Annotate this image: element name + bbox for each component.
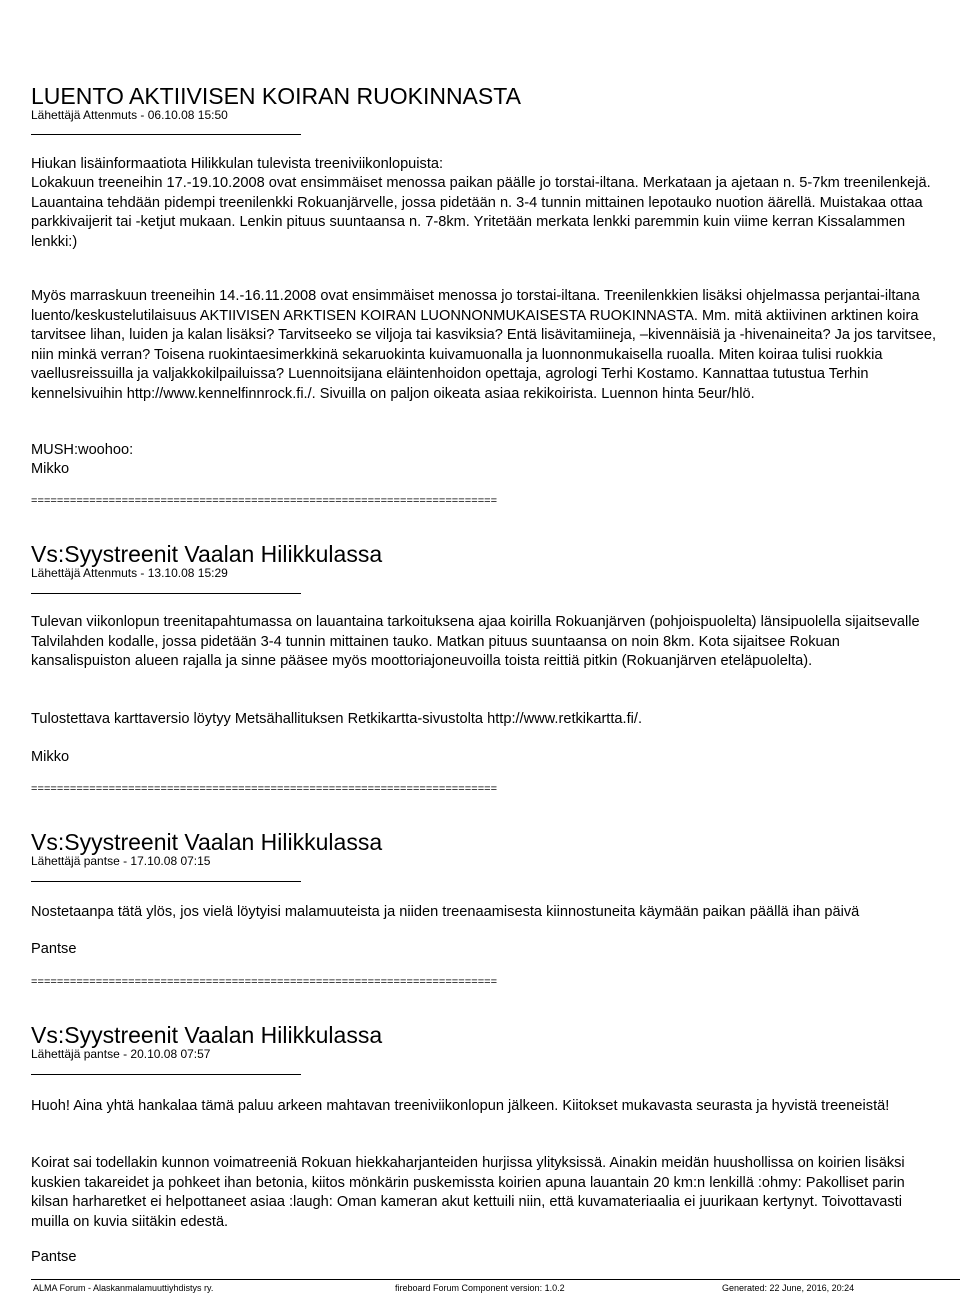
post-signature: Pantse xyxy=(31,941,77,957)
post-title: Vs:Syystreenit Vaalan Hilikkulassa xyxy=(31,541,383,567)
post-separator: ======================================================================== xyxy=(31,783,498,795)
post-rule xyxy=(31,593,301,594)
post-rule xyxy=(31,134,301,135)
post-meta: Lähettäjä Attenmuts - 06.10.08 15:50 xyxy=(31,108,228,122)
post-rule xyxy=(31,881,301,882)
post-paragraph: Tulostettava karttaversio löytyy Metsähallituksen Retkikartta-sivustolta http://www.retkikartta.fi/. xyxy=(31,711,642,727)
post-signature: Pantse xyxy=(31,1249,77,1265)
post-separator: ======================================================================== xyxy=(31,495,498,507)
post-paragraph: Nostetaanpa tätä ylös, jos vielä löytyisi malamuuteista ja niiden treenaamisesta kiinnostuneita käymään paikan päällä ihan päivä xyxy=(31,904,860,920)
post-paragraph: Koirat sai todellakin kunnon voimatreeniä Rokuan hiekkaharjanteiden hurjissa ylityksissä. Ainakin meidän huushollissa on koirien lisäksi kuskien takareidet ja pohkeet ihan betonia, kiitos mönkärin puskemissta koirien apuna lauantain 20 km:n lenkillä :ohmy: Pakolliset parin kilsan harharetket ei helpottaneet asiaa :laugh: Oman kameran akut kettuili niin, että kuvamateriaalia ei juurikaan kertynyt. Toivottavasti muilla on kuvia siitäkin edestä. xyxy=(31,1155,905,1230)
post-paragraph: Hiukan lisäinformaatiota Hilikkulan tulevista treeniviikonlopuista: xyxy=(31,156,444,172)
post-title: LUENTO AKTIIVISEN KOIRAN RUOKINNASTA xyxy=(31,83,521,109)
post-meta: Lähettäjä Attenmuts - 13.10.08 15:29 xyxy=(31,566,228,580)
footer-component: fireboard Forum Component version: 1.0.2 xyxy=(395,1283,565,1293)
footer-generated: Generated: 22 June, 2016, 20:24 xyxy=(722,1283,855,1293)
post-paragraph: Huoh! Aina yhtä hankalaa tämä paluu arkeen mahtavan treeniviikonlopun jälkeen. Kiitokset mukavasta seurasta ja hyvistä treeneistä! xyxy=(31,1098,890,1114)
post-meta: Lähettäjä pantse - 20.10.08 07:57 xyxy=(31,1047,211,1061)
post-closing: MUSH:woohoo: xyxy=(31,442,134,458)
post-signature: Mikko xyxy=(31,461,70,477)
footer-rule xyxy=(31,1279,960,1280)
post-rule xyxy=(31,1074,301,1075)
post-paragraph: Lokakuun treeneihin 17.-19.10.2008 ovat ensimmäiset menossa paikan päälle jo torstai-iltana. Merkataan ja ajetaan n. 5-7km treenilenkejä. Lauantaina tehdään pidempi treenilenkki Rokuanjärvelle, jossa pidetään n. 3-4 tunnin mittainen lepotauko nuotion äärellä. Muistakaa ottaa parkkivaijerit tai -ketjut mukaan. Lenkin pituus suuntaansa n. 7-8km. Yritetään merkata lenkki paremmin kuin viime kerran Kissalammen lenkki:) xyxy=(31,175,931,250)
post-paragraph: Tulevan viikonlopun treenitapahtumassa on lauantaina tarkoituksena ajaa koirilla Rokuanjärven (pohjoispuolelta) länsipuolella sijaitsevalle Talvilahden kodalle, jossa pidetään 3-4 tunnin mittainen tauko. Matkan pituus suuntaansa on noin 8km. Kota sijaitsee Rokuan kansalispuiston alueen rajalla ja sinne pääsee myös moottoriajoneuvoilla toista reittiä pitkin (Rokuanjärven eteläpuolelta). xyxy=(31,614,920,669)
post-separator: ======================================================================== xyxy=(31,976,498,988)
post-meta: Lähettäjä pantse - 17.10.08 07:15 xyxy=(31,854,211,868)
post-title: Vs:Syystreenit Vaalan Hilikkulassa xyxy=(31,1022,383,1048)
footer-site: ALMA Forum - Alaskanmalamuuttiyhdistys ry. xyxy=(33,1283,214,1293)
post-signature: Mikko xyxy=(31,749,70,765)
post-title: Vs:Syystreenit Vaalan Hilikkulassa xyxy=(31,829,383,855)
post-paragraph: Myös marraskuun treeneihin 14.-16.11.2008 ovat ensimmäiset menossa jo torstai-iltana. Treenilenkkien lisäksi ohjelmassa perjantai-iltana luento/keskustelutilaisuus AKTIIVISEN ARKTISEN KOIRAN LUONNONMUKAISESTA RUOKINNASTA. Mm. mitä aktiivinen arktinen koira tarvitsee lihan, luiden ja kalan lisäksi? Tarvitseeko se viljoja tai kasviksia? Entä lisävitamiineja, –kivennäisiä ja -hivenaineita? Ja jos tarvitsee, niin minkä verran? Toisena ruokintaesimerkkinä sekaruokinta kuivamuonalla ja luonnonmukaisella ruoalla. Miten koiraa tulisi ruokkia vaellusreissuilla ja valjakkokilpailuissa? Luennoitsijana eläintenhoidon opettaja, agrologi Terhi Kostamo. Kannattaa tutustua Terhin kennelsivuihin http://www.kennelfinnrock.fi./. Sivuilla on paljon oikeata asiaa rekikoirista. Luennon hinta 5eur/hlö. xyxy=(31,288,936,402)
